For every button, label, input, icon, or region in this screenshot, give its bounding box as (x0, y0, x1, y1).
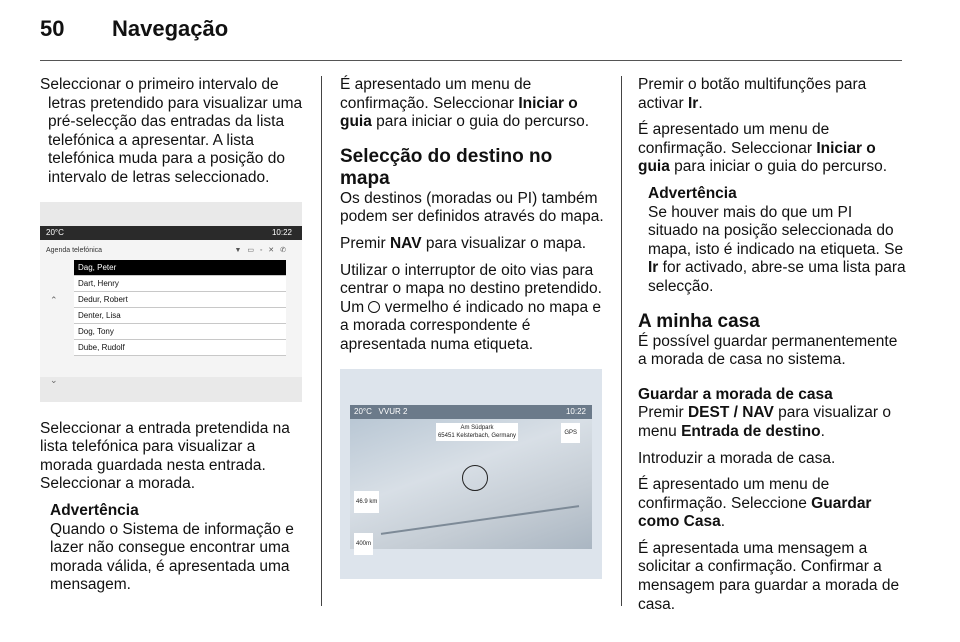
section-heading: A minha casa (638, 310, 760, 332)
page-header (40, 16, 228, 42)
list-item: Dube, Rudolf (74, 340, 286, 356)
column-divider (621, 76, 622, 606)
clock: 10:22 (565, 406, 586, 416)
bold-text: Iniciar o guia (340, 94, 578, 131)
bold-text: Ir (648, 259, 659, 277)
paragraph: Introduzir a morada de casa. (638, 449, 836, 467)
clock: 10:22 (271, 227, 292, 237)
bold-text: Guardar como Casa (638, 494, 872, 531)
bold-text: DEST / NAV (687, 404, 774, 422)
status-bar (350, 405, 592, 419)
text: . (820, 422, 825, 440)
list-item: Dart, Henry (74, 276, 286, 292)
bold-text: Entrada de destino (681, 422, 821, 440)
page-title: Navegação (112, 16, 229, 41)
address-line: 65451 Kelsterbach, Germany (437, 432, 517, 439)
column-1 (40, 76, 308, 603)
text: para iniciar o guia do percurso. (669, 158, 887, 176)
paragraph (638, 404, 906, 441)
screen-title: Agenda telefónica (46, 246, 103, 254)
phonebook-screenshot (40, 202, 302, 402)
text: . (720, 513, 726, 531)
text: Premir (638, 404, 688, 422)
address-line: Am Südpark (460, 424, 494, 431)
paragraph: Os destinos (moradas ou PI) também podem ser definidos através do mapa. (340, 189, 604, 226)
text: É apresentado um menu de confirmação. Seleccione (638, 476, 830, 512)
paragraph: É apresentada uma mensagem a solicitar a confirmação. Confirmar a mensagem para guardar a morada de casa. (638, 539, 900, 613)
column-3 (638, 76, 906, 622)
paragraph: Seleccionar a entrada pretendida na lista telefónica para visualizar a morada guardada nesta entrada. Seleccionar a morada. (40, 419, 290, 493)
column-divider (321, 76, 322, 606)
gps-badge: GPS (561, 423, 580, 444)
scroll-arrows-icon: ⌃ ⌄ (50, 294, 58, 385)
list-item: Denter, Lisa (74, 308, 286, 324)
text: . (698, 94, 703, 112)
map-label: VVUR 2 (378, 406, 408, 416)
paragraph: Seleccionar o primeiro intervalo de letras pretendido para visualizar uma pré-selecção das entradas da lista telefónica a apresentar. A lista telefónica muda para a posição do intervalo de letras seleccionado. (40, 76, 303, 186)
note-text (648, 204, 906, 297)
text: para visualizar o mapa. (421, 234, 587, 252)
crosshair-icon (462, 465, 488, 491)
paragraph (340, 262, 606, 355)
bold-text: NAV (389, 234, 422, 252)
note-title: Advertência (648, 184, 737, 202)
note (638, 185, 906, 297)
map-screenshot (340, 369, 602, 579)
note-title: Advertência (50, 501, 139, 519)
distance-km: 46.9 km (354, 491, 379, 514)
bold-text: Iniciar o guia (638, 139, 876, 176)
paragraph: É possível guardar permanentemente a morada de casa no sistema. (638, 332, 898, 369)
paragraph (638, 76, 906, 113)
text: vermelho é indicado no mapa e a morada correspondente é apresentada numa etiqueta. (340, 298, 602, 353)
list-item: Dog, Tony (74, 324, 286, 340)
text: É apresentado um menu de confirmação. Seleccionar (638, 121, 830, 157)
text: Premir (340, 234, 390, 252)
temperature: 20°C (354, 406, 372, 416)
section-heading: Selecção do destino no mapa (340, 145, 553, 189)
column-2 (340, 76, 606, 597)
paragraph (340, 76, 606, 132)
text: para iniciar o guia do percurso. (371, 113, 589, 131)
paragraph (340, 235, 606, 254)
page-number: 50 (40, 16, 65, 41)
temperature: 20°C (46, 227, 64, 237)
scale-label: 400m (354, 533, 373, 556)
note (40, 502, 308, 595)
paragraph (638, 476, 906, 532)
text: É apresentado um menu de confirmação. Seleccionar (340, 76, 532, 112)
paragraph (638, 121, 906, 177)
map-header-left (354, 405, 407, 419)
note-text: Quando o Sistema de informação e lazer não consegue encontrar uma morada válida, é apresentada uma mensagem. (50, 520, 294, 594)
text: Premir o botão multifunções para activar (638, 76, 867, 112)
text: Se houver mais do que um PI situado na posição seleccionada do mapa, isto é indicado na etiqueta. Se (648, 203, 904, 258)
list-item: Dag, Peter (74, 260, 286, 276)
text: Utilizar o interruptor de oito vias para centrar o mapa no destino pretendido. Um (340, 261, 602, 316)
text: para visualizar o menu (638, 404, 891, 440)
header-rule (40, 60, 902, 61)
status-bar (40, 226, 302, 240)
status-icons: ▼ ▭ ◦ ✕ ✆ (234, 246, 288, 254)
address-label (436, 423, 518, 441)
text: for activado, abre-se uma lista para selecção. (648, 259, 906, 295)
subheading: Guardar a morada de casa (638, 385, 833, 403)
bold-text: Ir (687, 94, 699, 112)
list-item: Dedur, Robert (74, 292, 286, 308)
contact-list (74, 260, 286, 356)
crosshair-icon (368, 301, 380, 313)
